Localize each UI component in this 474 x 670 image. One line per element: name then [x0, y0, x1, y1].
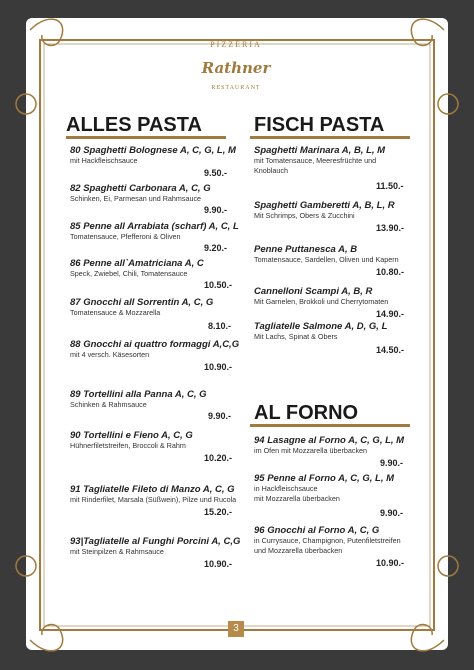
item-title: 89 Tortellini alla Panna A, C, G: [70, 389, 207, 400]
list-item: [70, 222, 239, 242]
item-title: 88 Gnocchi ai quattro formaggi A,C,G: [70, 339, 240, 350]
item-price: 13.90.-: [376, 223, 405, 233]
item-desc: Tomatensauce, Sardellen, Oliven und Kapern: [254, 255, 399, 264]
item-price: 10.20.-: [204, 453, 233, 463]
section-rule: [250, 424, 410, 427]
item-price: 9.90.-: [204, 205, 228, 215]
item-price: 10.80.-: [376, 267, 405, 277]
page-number: 3: [228, 621, 244, 637]
list-item: [70, 390, 207, 410]
item-title: Cannelloni Scampi A, B, R: [254, 286, 373, 297]
item-title: 82 Spaghetti Carbonara A, C, G: [70, 183, 211, 194]
item-desc: mit Mozzarella überbacken: [254, 494, 340, 503]
item-title: Spaghetti Gamberetti A, B, L, R: [254, 200, 395, 211]
item-desc: Mit Garnelen, Brokkoli und Cherrytomaten: [254, 297, 389, 306]
item-title: 96 Gnocchi al Forno A, C, G: [254, 525, 380, 536]
list-item: [254, 287, 388, 307]
logo-top-text: PIZZERIA: [210, 40, 262, 49]
item-desc: Schinken & Rahmsauce: [70, 400, 147, 409]
item-title: 93|Tagliatelle al Funghi Porcini A, C,G: [70, 536, 241, 547]
section-rule: [66, 136, 226, 139]
item-price: 9.50.-: [204, 168, 228, 178]
section-title-fisch: FISCH PASTA: [254, 114, 385, 136]
item-desc: Schinken, Ei, Parmesan und Rahmsauce: [70, 194, 202, 203]
list-item: [70, 146, 236, 166]
item-desc: mit Hackfleischsauce: [70, 156, 138, 165]
item-price: 14.50.-: [376, 345, 405, 355]
list-item: [70, 431, 193, 451]
item-title: 87 Gnocchi all Sorrentin A, C, G: [70, 297, 214, 308]
list-item: [254, 201, 395, 221]
item-title: 95 Penne al Forno A, C, G, L, M: [254, 473, 395, 484]
list-item: [254, 526, 401, 556]
list-item: [254, 245, 399, 265]
item-price: 9.90.-: [380, 508, 404, 518]
list-item: [254, 474, 394, 504]
item-desc: mit Steinpilzen & Rahmsauce: [70, 547, 164, 556]
item-desc: mit Rinderfilet, Marsala (Süßwein), Pilze und Rucola: [70, 495, 237, 504]
item-desc: mit 4 versch. Käsesorten: [70, 350, 150, 359]
item-desc: Hühnerfiletstreifen, Broccoli & Rahm: [70, 441, 186, 450]
list-item: [70, 537, 240, 557]
logo-bottom-text: RESTAURANT: [211, 85, 261, 91]
list-item: [254, 146, 385, 176]
item-desc: Mit Schrimps, Obers & Zucchini: [254, 211, 355, 220]
item-title: 91 Tagliatelle Fileto di Manzo A, C, G: [70, 484, 235, 495]
item-price: 10.90.-: [376, 558, 405, 568]
item-desc: in Currysauce, Champignon, Putenfiletstreifen: [254, 536, 401, 545]
list-item: [70, 485, 236, 505]
item-desc: im Ofen mit Mozzarella überbacken: [254, 446, 368, 455]
list-item: [70, 259, 204, 279]
item-title: 80 Spaghetti Bolognese A, C, G, L, M: [70, 145, 236, 156]
item-title: 86 Penne all`Amatriciana A, C: [70, 258, 204, 269]
restaurant-logo: [196, 40, 276, 110]
item-price: 10.90.-: [204, 559, 233, 569]
item-title: Tagliatelle Salmone A, D, G, L: [254, 321, 388, 332]
list-item: [254, 322, 387, 342]
item-price: 9.90.-: [208, 411, 232, 421]
logo-name: Rathner: [201, 59, 271, 77]
item-title: Penne Puttanesca A, B: [254, 244, 358, 255]
item-price: 9.90.-: [380, 458, 404, 468]
item-price: 10.50.-: [204, 280, 233, 290]
item-title: Spaghetti Marinara A, B, L, M: [254, 145, 386, 156]
item-title: 90 Tortellini e Fieno A, C, G: [70, 430, 193, 441]
item-title: 94 Lasagne al Forno A, C, G, L, M: [254, 435, 405, 446]
section-title-forno: AL FORNO: [254, 402, 359, 424]
item-desc: in Hackfleischsauce: [254, 484, 318, 493]
item-desc: Knoblauch: [254, 166, 288, 175]
item-price: 10.90.-: [204, 362, 233, 372]
item-price: 15.20.-: [204, 507, 233, 517]
list-item: [70, 340, 239, 360]
item-desc: Tomatensauce, Pfefferoni & Oliven: [70, 232, 181, 241]
item-price: 14.90.-: [376, 309, 405, 319]
item-price: 9.20.-: [204, 243, 228, 253]
list-item: [70, 184, 211, 204]
item-desc: Mit Lachs, Spinat & Obers: [254, 332, 338, 341]
section-rule: [250, 136, 410, 139]
item-desc: Speck, Zwiebel, Chili, Tomatensauce: [70, 269, 188, 278]
item-desc: mit Tomatensauce, Meeresfrüchte und: [254, 156, 377, 165]
item-desc: und Mozzarella überbacken: [254, 546, 343, 555]
item-desc: Tomatensauce & Mozzarella: [70, 308, 161, 317]
item-price: 11.50.-: [376, 181, 404, 191]
list-item: [254, 436, 404, 456]
item-price: 8.10.-: [208, 321, 232, 331]
section-title-pasta: ALLES PASTA: [66, 114, 202, 136]
list-item: [70, 298, 213, 318]
item-title: 85 Penne all Arrabiata (scharf) A, C, L: [70, 221, 239, 232]
